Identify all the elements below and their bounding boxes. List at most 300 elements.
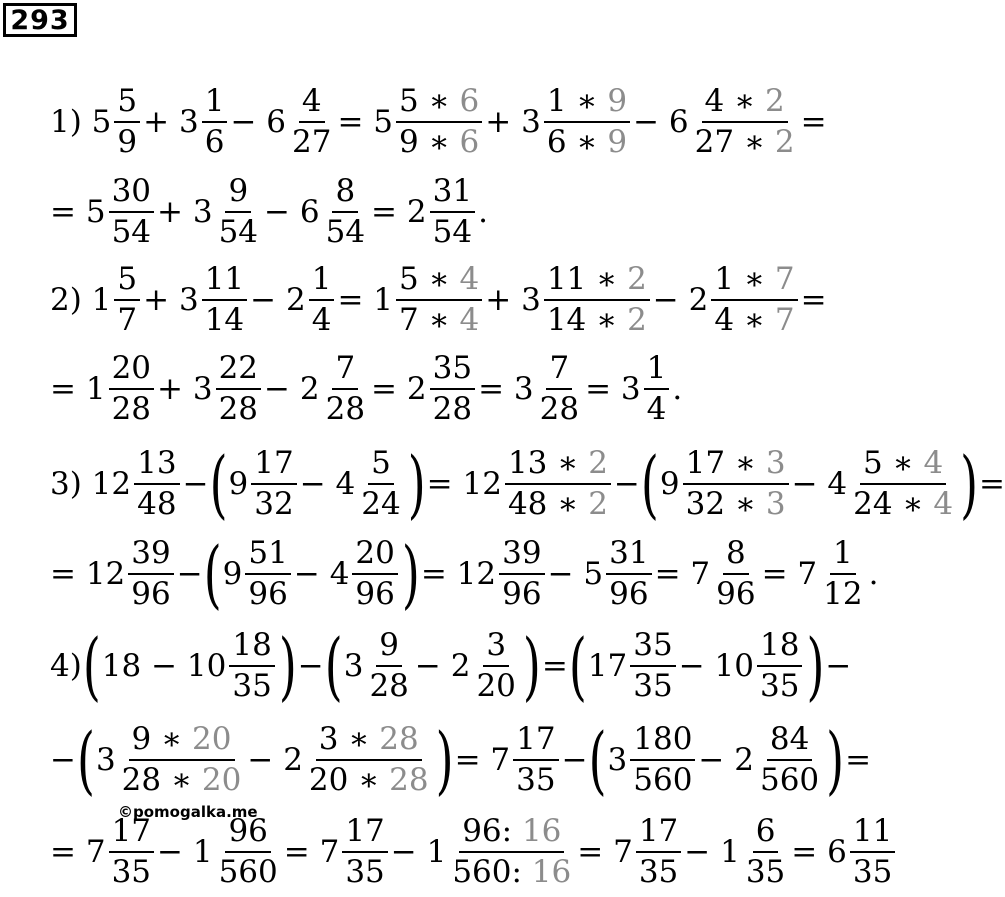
math-text: − xyxy=(182,466,209,502)
denominator xyxy=(309,301,335,340)
numerator xyxy=(342,812,387,853)
math-text: = 12 xyxy=(426,466,502,502)
denominator-value: 6 xyxy=(204,124,225,160)
math-text: . xyxy=(672,371,683,407)
multiplier: 28 xyxy=(389,762,429,798)
fraction xyxy=(114,260,140,340)
numerator-value: 35 xyxy=(633,627,673,663)
denominator-value: 48 ∗ xyxy=(507,486,589,522)
numerator xyxy=(129,720,235,761)
bracket: ( xyxy=(568,622,587,710)
fraction xyxy=(229,626,274,706)
math-text: = 12 xyxy=(50,556,126,592)
denominator-value: 35 xyxy=(638,854,679,890)
denominator-value: 28 xyxy=(325,391,366,427)
denominator-value: 7 ∗ xyxy=(399,302,460,338)
numerator-value: 9 xyxy=(379,627,400,663)
bracket: ( xyxy=(82,622,101,710)
numerator xyxy=(128,534,173,575)
fraction xyxy=(683,444,789,524)
numerator-value: 18 xyxy=(232,627,272,663)
denominator-value: 28 xyxy=(218,391,259,427)
denominator-value: 35 xyxy=(759,668,800,704)
numerator xyxy=(368,444,394,485)
fraction xyxy=(537,349,582,429)
denominator xyxy=(644,390,670,429)
numerator-value: 7 xyxy=(335,350,356,386)
equation-line xyxy=(50,256,827,344)
fraction xyxy=(342,812,387,892)
fraction xyxy=(396,260,482,340)
denominator xyxy=(306,761,432,800)
numerator xyxy=(753,812,779,853)
math-text: − xyxy=(561,742,588,778)
numerator-value: 22 xyxy=(218,350,259,386)
denominator-value: 28 xyxy=(111,391,152,427)
denominator xyxy=(119,761,245,800)
watermark: ©pomogalka.me xyxy=(118,803,258,821)
fraction xyxy=(109,172,154,252)
math-text: − 4 xyxy=(791,466,848,502)
bracket: ) xyxy=(407,440,426,528)
numerator xyxy=(711,260,797,301)
bracket: ) xyxy=(435,716,454,804)
math-text: − 2 xyxy=(698,742,754,778)
fraction xyxy=(202,82,228,162)
numerator xyxy=(332,349,358,390)
multiplier: 3 xyxy=(765,445,786,481)
bracket: ( xyxy=(324,622,343,710)
math-text: + 3 xyxy=(157,194,213,230)
bracket: ) xyxy=(826,716,845,804)
math-text: + 3 xyxy=(143,104,199,140)
numerator xyxy=(546,349,572,390)
denominator-value: 96 xyxy=(131,576,171,612)
numerator xyxy=(767,720,812,761)
numerator xyxy=(299,82,325,123)
numerator-value: 5 xyxy=(371,445,391,481)
math-text: = xyxy=(845,742,872,778)
math-text: = xyxy=(800,104,827,140)
multiplier: 2 xyxy=(588,445,608,481)
numerator xyxy=(630,626,675,667)
denominator xyxy=(544,123,630,162)
denominator xyxy=(820,575,865,614)
denominator-value: 35 xyxy=(232,668,272,704)
numerator-value: 96: xyxy=(462,813,522,849)
numerator xyxy=(513,720,558,761)
denominator-value: 4 ∗ xyxy=(714,302,775,338)
fraction xyxy=(636,812,681,892)
denominator-value: 560 xyxy=(759,762,820,798)
numerator xyxy=(225,172,251,213)
fraction xyxy=(323,349,368,429)
denominator xyxy=(245,575,290,614)
numerator xyxy=(544,260,650,301)
numerator xyxy=(396,260,482,301)
multiplier: 16 xyxy=(531,854,572,890)
fraction xyxy=(289,82,334,162)
fraction xyxy=(202,260,247,340)
numerator-value: 51 xyxy=(248,535,288,571)
numerator xyxy=(332,172,358,213)
denominator-value: 35 xyxy=(345,854,385,890)
equation-line xyxy=(50,716,871,804)
numerator xyxy=(109,349,154,390)
fraction xyxy=(396,82,482,162)
numerator-value: 11 ∗ xyxy=(546,261,628,297)
numerator-value: 5 ∗ xyxy=(399,261,460,297)
numerator xyxy=(606,534,651,575)
fraction xyxy=(216,349,261,429)
numerator xyxy=(630,720,695,761)
denominator-value: 35 xyxy=(633,668,673,704)
numerator-value: 31 xyxy=(432,173,473,209)
math-text: − 10 xyxy=(678,648,754,684)
multiplier: 2 xyxy=(765,83,785,119)
denominator-value: 12 xyxy=(823,576,863,612)
fraction xyxy=(216,172,261,252)
numerator xyxy=(499,534,544,575)
numerator-value: 1 ∗ xyxy=(714,261,775,297)
bracket: ( xyxy=(76,716,95,804)
multiplier: 7 xyxy=(774,302,795,338)
fraction xyxy=(128,534,173,614)
math-text: − xyxy=(613,466,640,502)
fraction xyxy=(114,82,140,162)
math-text: − 5 xyxy=(547,556,604,592)
numerator xyxy=(216,349,261,390)
denominator-value: 27 ∗ xyxy=(694,124,775,160)
fraction xyxy=(711,260,797,340)
numerator-value: 84 xyxy=(769,721,810,757)
denominator xyxy=(323,213,368,252)
numerator-value: 31 xyxy=(609,535,649,571)
math-text: − 2 xyxy=(652,282,709,318)
math-text: = 7 xyxy=(654,556,711,592)
bracket: ( xyxy=(640,440,659,528)
math-text: = 3 xyxy=(585,371,641,407)
numerator xyxy=(850,812,895,853)
denominator xyxy=(251,485,296,524)
fraction xyxy=(119,720,245,800)
denominator-value: 560 xyxy=(633,762,693,798)
math-text: − 4 xyxy=(299,466,356,502)
multiplier: 9 xyxy=(607,83,628,119)
bracket: ) xyxy=(401,530,420,618)
denominator xyxy=(757,667,802,706)
multiplier: 20 xyxy=(192,721,232,757)
numerator-value: 17 xyxy=(638,813,679,849)
fraction xyxy=(606,534,651,614)
math-text: − 6 xyxy=(230,104,286,140)
numerator-value: 13 ∗ xyxy=(507,445,589,481)
denominator-value: 6 ∗ xyxy=(546,124,608,160)
math-text: = 7 xyxy=(283,834,340,870)
denominator-value: 96 xyxy=(248,576,288,612)
fraction xyxy=(513,720,558,800)
denominator-value: 96 xyxy=(502,576,542,612)
math-text: 3 xyxy=(607,742,628,778)
numerator xyxy=(860,444,946,485)
denominator-value: 27 xyxy=(292,124,332,160)
numerator-value: 96 xyxy=(228,813,268,849)
numerator xyxy=(830,534,856,575)
numerator-value: 9 ∗ xyxy=(131,721,193,757)
math-text: . xyxy=(478,194,488,230)
denominator xyxy=(342,853,387,892)
math-text: 3 xyxy=(343,648,364,684)
math-text: 9 xyxy=(659,466,680,502)
numerator-value: 5 ∗ xyxy=(399,83,460,119)
math-text: = 1 xyxy=(50,371,106,407)
numerator xyxy=(430,172,475,213)
math-text: − 2 xyxy=(264,371,320,407)
math-text: = 6 xyxy=(791,834,847,870)
numerator-value: 4 ∗ xyxy=(704,83,766,119)
numerator-value: 6 xyxy=(755,813,776,849)
fraction xyxy=(109,349,154,429)
bracket: ) xyxy=(522,622,541,710)
numerator-value: 17 xyxy=(345,813,385,849)
multiplier: 2 xyxy=(627,302,647,338)
math-text: 3 xyxy=(95,742,116,778)
numerator-value: 20 xyxy=(355,535,395,571)
equation-line xyxy=(50,622,851,710)
math-text: 18 − 10 xyxy=(101,648,227,684)
numerator-value: 5 ∗ xyxy=(862,445,924,481)
numerator xyxy=(202,82,228,123)
math-text: = 5 xyxy=(337,104,394,140)
denominator-value: 54 xyxy=(111,214,152,250)
denominator xyxy=(109,390,154,429)
denominator-value: 7 xyxy=(117,302,138,338)
numerator xyxy=(396,82,482,123)
math-text: = xyxy=(541,648,568,684)
numerator xyxy=(114,82,140,123)
denominator-value: 24 xyxy=(361,486,401,522)
denominator xyxy=(449,853,574,892)
denominator xyxy=(114,301,140,340)
denominator xyxy=(352,575,397,614)
denominator-value: 48 xyxy=(137,486,177,522)
denominator xyxy=(499,575,544,614)
denominator xyxy=(289,123,334,162)
multiplier: 9 xyxy=(607,124,628,160)
denominator xyxy=(713,575,758,614)
math-text: − xyxy=(825,648,852,684)
equation-line xyxy=(50,530,878,618)
numerator xyxy=(430,349,475,390)
numerator-value: 1 xyxy=(646,350,667,386)
numerator-value: 11 xyxy=(204,261,245,297)
fraction xyxy=(366,626,411,706)
multiplier: 4 xyxy=(933,486,954,522)
math-text: 4) xyxy=(50,648,82,684)
math-text: − xyxy=(297,648,324,684)
denominator xyxy=(636,853,681,892)
denominator-value: 35 xyxy=(516,762,556,798)
denominator xyxy=(537,390,582,429)
denominator-value: 28 ∗ xyxy=(121,762,202,798)
math-text: + 3 xyxy=(157,371,213,407)
numerator xyxy=(683,444,789,485)
fraction xyxy=(430,349,475,429)
numerator xyxy=(109,172,154,213)
math-text: − 2 xyxy=(247,742,303,778)
numerator-value: 8 xyxy=(335,173,356,209)
math-text: = 7 xyxy=(761,556,818,592)
math-text: − 1 xyxy=(390,834,447,870)
math-text: − xyxy=(176,556,203,592)
numerator xyxy=(459,812,564,853)
fraction xyxy=(251,444,296,524)
numerator-value: 180 xyxy=(633,721,693,757)
math-text: 9 xyxy=(228,466,249,502)
denominator-value: 96 xyxy=(609,576,649,612)
numerator xyxy=(309,260,335,301)
numerator xyxy=(505,444,611,485)
denominator-value: 14 xyxy=(204,302,245,338)
equation-line xyxy=(50,808,898,896)
math-text: = 2 xyxy=(371,194,427,230)
fraction xyxy=(473,626,518,706)
math-text: − 2 xyxy=(250,282,306,318)
numerator-value: 17 xyxy=(111,813,152,849)
denominator xyxy=(544,301,650,340)
denominator-value: 28 xyxy=(369,668,409,704)
denominator-value: 32 ∗ xyxy=(685,486,766,522)
denominator xyxy=(396,301,482,340)
bracket: ( xyxy=(203,530,222,618)
fraction xyxy=(134,444,179,524)
numerator xyxy=(134,444,179,485)
math-text: − 1 xyxy=(684,834,740,870)
numerator xyxy=(644,349,670,390)
math-text: + 3 xyxy=(485,282,541,318)
math-text: 3) 12 xyxy=(50,466,132,502)
denominator-value: 35 xyxy=(852,854,893,890)
numerator-value: 35 xyxy=(432,350,473,386)
numerator xyxy=(352,534,397,575)
fraction xyxy=(109,812,154,892)
numerator-value: 1 xyxy=(204,83,225,119)
denominator-value: 35 xyxy=(111,854,152,890)
numerator-value: 39 xyxy=(131,535,171,571)
math-text: = 5 xyxy=(50,194,106,230)
numerator-value: 1 xyxy=(311,261,332,297)
denominator-value: 28 xyxy=(539,391,580,427)
multiplier: 4 xyxy=(459,302,480,338)
fraction xyxy=(850,444,956,524)
denominator xyxy=(430,213,475,252)
numerator-value: 17 xyxy=(254,445,294,481)
math-text: 17 xyxy=(587,648,628,684)
denominator-value: 96 xyxy=(716,576,756,612)
denominator xyxy=(757,761,822,800)
math-text: 9 xyxy=(222,556,243,592)
math-text: = xyxy=(979,466,1005,502)
fraction xyxy=(358,444,403,524)
equation-line xyxy=(50,78,827,166)
denominator-value: 32 xyxy=(254,486,294,522)
numerator xyxy=(757,626,802,667)
numerator-value: 8 xyxy=(726,535,746,571)
math-text: = 1 xyxy=(337,282,394,318)
multiplier: 3 xyxy=(765,486,786,522)
denominator-value: 35 xyxy=(745,854,786,890)
denominator xyxy=(513,761,558,800)
math-text: = 7 xyxy=(50,834,106,870)
denominator-value: 4 xyxy=(311,302,332,338)
fraction xyxy=(499,534,544,614)
fraction xyxy=(850,812,895,892)
denominator xyxy=(202,123,228,162)
denominator-value: 560: xyxy=(452,854,532,890)
denominator xyxy=(743,853,788,892)
denominator xyxy=(216,853,281,892)
fraction xyxy=(544,82,630,162)
numerator xyxy=(316,720,422,761)
fraction xyxy=(544,260,650,340)
fraction xyxy=(757,720,822,800)
numerator xyxy=(229,626,274,667)
multiplier: 16 xyxy=(521,813,562,849)
denominator xyxy=(630,761,695,800)
fraction xyxy=(449,812,574,892)
denominator-value: 14 ∗ xyxy=(546,302,628,338)
denominator xyxy=(109,213,154,252)
numerator xyxy=(702,82,788,123)
numerator-value: 5 xyxy=(117,261,138,297)
numerator-value: 4 xyxy=(301,83,322,119)
numerator-value: 11 xyxy=(852,813,893,849)
math-text: = 3 xyxy=(478,371,534,407)
math-text: = 7 xyxy=(577,834,633,870)
denominator-value: 9 xyxy=(117,124,138,160)
fraction xyxy=(630,626,675,706)
denominator-value: 560 xyxy=(218,854,278,890)
multiplier: 6 xyxy=(459,83,480,119)
multiplier: 4 xyxy=(459,261,480,297)
math-text: − 4 xyxy=(293,556,350,592)
bracket: ( xyxy=(209,440,228,528)
denominator xyxy=(430,390,475,429)
denominator-value: 54 xyxy=(218,214,259,250)
equation-line xyxy=(50,168,488,256)
equation-line xyxy=(50,345,682,433)
numerator xyxy=(114,260,140,301)
fraction xyxy=(430,172,475,252)
numerator xyxy=(483,626,509,667)
math-text: . xyxy=(868,556,879,592)
numerator-value: 18 xyxy=(759,627,800,663)
numerator xyxy=(544,82,630,123)
fraction xyxy=(505,444,611,524)
numerator-value: 9 xyxy=(228,173,249,209)
fraction xyxy=(306,720,432,800)
denominator xyxy=(323,390,368,429)
multiplier: 6 xyxy=(459,124,480,160)
math-text: + 3 xyxy=(485,104,541,140)
numerator xyxy=(636,812,681,853)
denominator-value: 9 ∗ xyxy=(399,124,460,160)
numerator-value: 20 xyxy=(111,350,152,386)
math-text: = 7 xyxy=(454,742,511,778)
fraction xyxy=(630,720,695,800)
bracket: ( xyxy=(588,716,607,804)
numerator xyxy=(251,444,296,485)
